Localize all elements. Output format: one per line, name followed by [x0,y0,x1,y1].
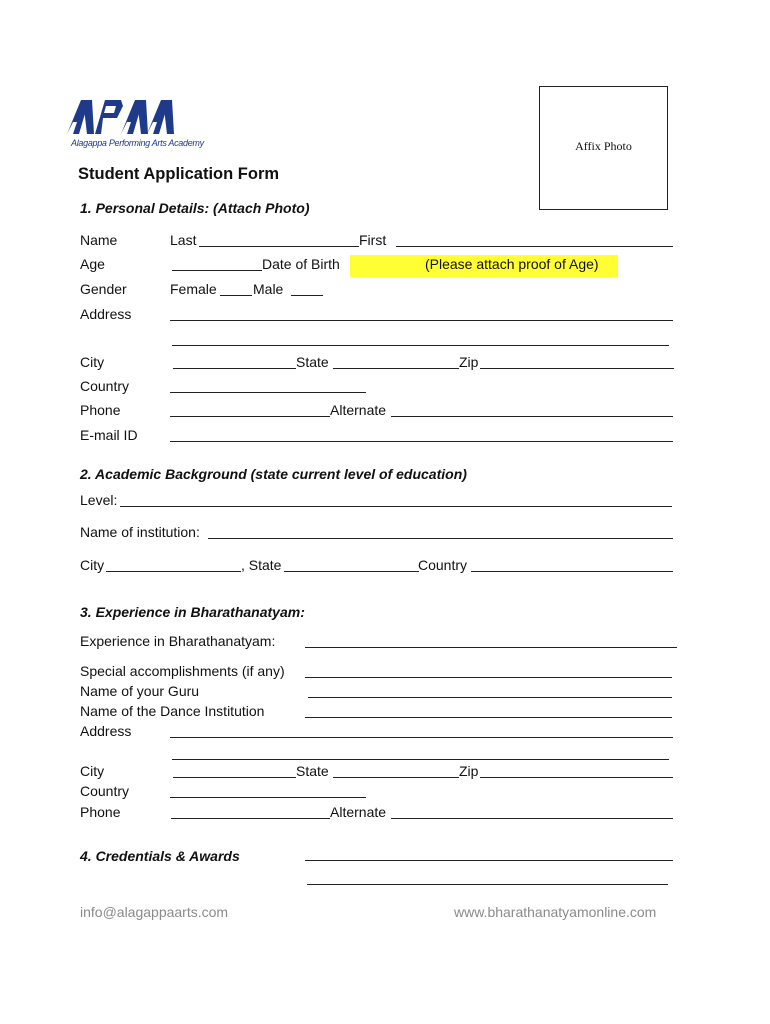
section3-heading: 3. Experience in Bharathanatyam: [80,604,305,620]
dance-alternate-label: Alternate [330,804,387,820]
alternate-phone-field[interactable] [391,416,673,417]
academy-logo-mark [65,98,175,166]
dance-state-label: State [296,763,329,779]
phone-label: Phone [80,402,121,418]
academic-country-field[interactable] [471,571,673,572]
country-label: Country [80,378,130,394]
state-label: State [296,354,329,370]
section1-heading: 1. Personal Details: (Attach Photo) [80,200,310,216]
guru-field[interactable] [308,697,672,698]
accomplishments-label: Special accomplishments (if any) [80,663,285,679]
experience-label: Experience in Bharathanatyam: [80,633,276,649]
academic-state-field[interactable] [284,571,419,572]
section4-heading: 4. Credentials & Awards [80,848,240,864]
age-field[interactable] [172,270,262,271]
email-field[interactable] [170,441,673,442]
dance-zip-field[interactable] [480,777,673,778]
name-label: Name [80,232,118,248]
affix-photo-label: Affix Photo [575,139,632,153]
first-name-field[interactable] [396,246,673,247]
institution-label: Name of institution: [80,524,200,540]
credentials-line1-field[interactable] [305,860,673,861]
dance-country-label: Country [80,783,130,799]
dance-zip-label: Zip [459,763,479,779]
dance-country-field[interactable] [170,797,366,798]
form-title: Student Application Form [78,165,280,183]
academy-tagline: Alagappa Performing Arts Academy [71,138,204,148]
phone-field[interactable] [170,416,330,417]
affix-photo-box[interactable] [539,86,668,210]
last-name-field[interactable] [199,246,359,247]
country-field[interactable] [170,392,366,393]
address-label: Address [80,306,132,322]
state-field[interactable] [333,368,459,369]
address-line1-field[interactable] [170,320,673,321]
proof-of-age-note: (Please attach proof of Age) [425,256,599,272]
dance-city-label: City [80,763,105,779]
section2-heading: 2. Academic Background (state current level of education) [80,466,467,482]
dance-institution-label: Name of the Dance Institution [80,703,265,719]
alternate-label: Alternate [330,402,387,418]
academic-city-field[interactable] [106,571,241,572]
dance-city-field[interactable] [173,777,296,778]
city-label: City [80,354,105,370]
footer-website[interactable]: www.bharathanatyamonline.com [454,904,657,920]
level-field[interactable] [120,506,672,507]
level-label: Level: [80,492,118,508]
first-label: First [359,232,387,248]
dance-alternate-phone-field[interactable] [391,818,673,819]
institution-field[interactable] [208,538,673,539]
zip-field[interactable] [480,368,674,369]
academy-logo [65,98,204,166]
male-field[interactable] [291,295,323,296]
credentials-line2-field[interactable] [307,884,668,885]
accomplishments-field[interactable] [305,677,672,678]
academic-country-label: Country [418,557,468,573]
last-label: Last [170,232,197,248]
male-label: Male [253,281,284,297]
academic-city-label: City [80,557,105,573]
dance-address-line2-field[interactable] [172,759,669,760]
dance-phone-field[interactable] [171,818,330,819]
address-line2-field[interactable] [172,345,669,346]
footer-email[interactable]: info@alagappaarts.com [80,904,229,920]
female-label: Female [170,281,217,297]
dance-state-field[interactable] [333,777,459,778]
city-field[interactable] [173,368,296,369]
email-label: E-mail ID [80,427,138,443]
dance-address-line1-field[interactable] [170,737,673,738]
zip-label: Zip [459,354,479,370]
academic-state-label: , State [241,557,282,573]
gender-label: Gender [80,281,127,297]
dance-phone-label: Phone [80,804,121,820]
dance-institution-field[interactable] [305,717,672,718]
age-label: Age [80,256,105,272]
dance-address-label: Address [80,723,132,739]
experience-field[interactable] [305,647,677,648]
female-field[interactable] [220,295,252,296]
guru-label: Name of your Guru [80,683,200,699]
dob-label: Date of Birth [262,256,340,272]
